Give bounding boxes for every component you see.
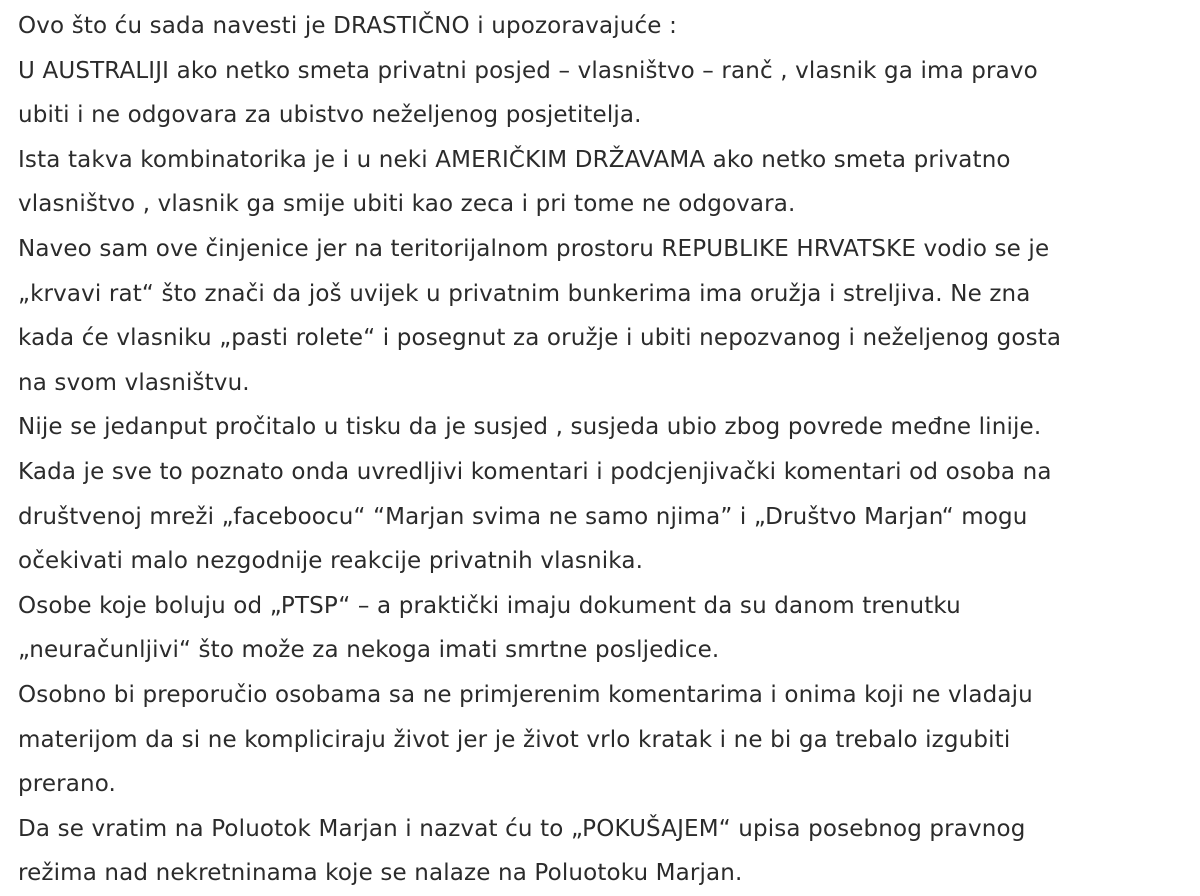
text-line: vlasništvo , vlasnik ga smije ubiti kao zeca i pri tome ne odgovara. — [18, 191, 796, 218]
text-line: režima nad nekretninama koje se nalaze na Poluotoku Marjan. — [18, 860, 743, 887]
text-line: kada će vlasniku „pasti rolete“ i posegnut za oružje i ubiti nepozvanog i neželjenog gosta — [18, 325, 1062, 352]
text-line: Osobe koje boluju od „PTSP“ – a praktički imaju dokument da su danom trenutku — [18, 592, 961, 619]
text-line: U AUSTRALIJI ako netko smeta privatni posjed – vlasništvo – ranč , vlasnik ga ima pravo — [18, 57, 1038, 84]
text-line: društvenoj mreži „faceboocu“ “Marjan svima ne samo njima” i „Društvo Marjan“ mogu — [18, 503, 1028, 530]
text-line: „neuračunljivi“ što može za nekoga imati smrtne posljedice. — [18, 637, 720, 664]
text-line: očekivati malo nezgodnije reakcije privatnih vlasnika. — [18, 548, 644, 575]
text-line: Nije se jedanput pročitalo u tisku da je susjed , susjeda ubio zbog povrede međne linije. — [18, 414, 1042, 441]
text-line: ubiti i ne odgovara za ubistvo neželjenog posjetitelja. — [18, 102, 642, 129]
text-line: materijom da si ne kompliciraju život jer je život vrlo kratak i ne bi ga trebalo izgubiti — [18, 726, 1011, 753]
text-line: na svom vlasništvu. — [18, 369, 250, 396]
text-line: Naveo sam ove činjenice jer na teritorijalnom prostoru REPUBLIKE HRVATSKE vodio se je — [18, 235, 1050, 262]
text-line: prerano. — [18, 771, 117, 798]
text-line: Ista takva kombinatorika je i u neki AMERIČKIM DRŽAVAMA ako netko smeta privatno — [18, 146, 1011, 173]
text-line: „krvavi rat“ što znači da još uvijek u privatnim bunkerima ima oružja i streljiva. Ne zna — [18, 280, 1031, 307]
text-line: Osobno bi preporučio osobama sa ne primjerenim komentarima i onima koji ne vladaju — [18, 681, 1033, 708]
text-line: Ovo što ću sada navesti je DRASTIČNO i upozoravajuće : — [18, 13, 677, 39]
text-line: Kada je sve to poznato onda uvredljivi komentari i podcjenjivački komentari od osoba na — [18, 458, 1052, 485]
text-line: Da se vratim na Poluotok Marjan i nazvat ću to „POKUŠAJEM“ upisa posebnog pravnog — [18, 815, 1026, 842]
